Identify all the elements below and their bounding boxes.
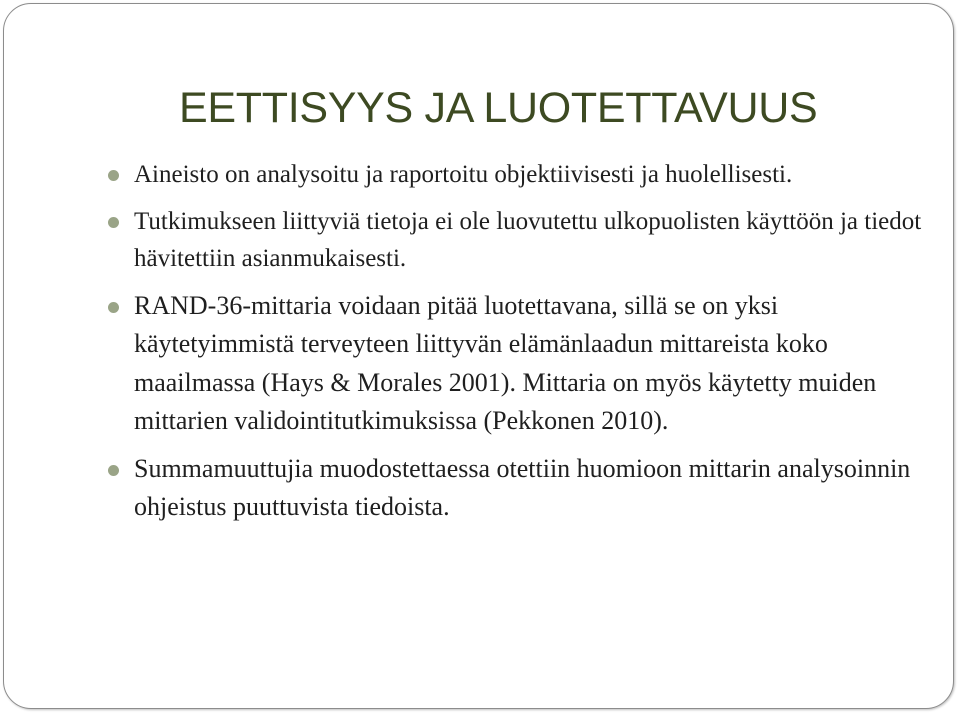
bullet-dot-icon (108, 170, 119, 181)
bullet-item (134, 450, 924, 527)
bullet-text: Summamuuttujia muodostettaessa otettiin huomioon mittarin analysoinnin ohjeistus puuttuvista tiedoista. (134, 453, 911, 521)
bullet-text: Tutkimukseen liittyviä tietoja ei ole luovutettu ulkopuolisten käyttöön ja tiedot hävitettiin asianmukaisesti. (134, 207, 922, 272)
bullet-dot-icon (108, 302, 119, 313)
bullet-item (134, 287, 924, 441)
bullet-dot-icon (108, 465, 119, 476)
bullet-item (134, 156, 924, 194)
bullet-list (134, 156, 924, 536)
slide (3, 3, 954, 709)
bullet-text: Aineisto on analysoitu ja raportoitu objektiivisesti ja huolellisesti. (134, 161, 793, 188)
slide-title: EETTISYYS JA LUOTETTAVUUS (179, 84, 818, 132)
bullet-dot-icon (108, 217, 119, 228)
bullet-item (134, 203, 924, 278)
bullet-text: RAND-36-mittaria voidaan pitää luotettavana, sillä se on yksi käytetyimmistä terveyteen liittyvän elämänlaadun mittareista koko maailmassa (Hays & Morales 2001). Mittaria on myös käytetty muiden mittarien validointitutkimuksissa (Pekkonen 2010). (134, 290, 877, 435)
